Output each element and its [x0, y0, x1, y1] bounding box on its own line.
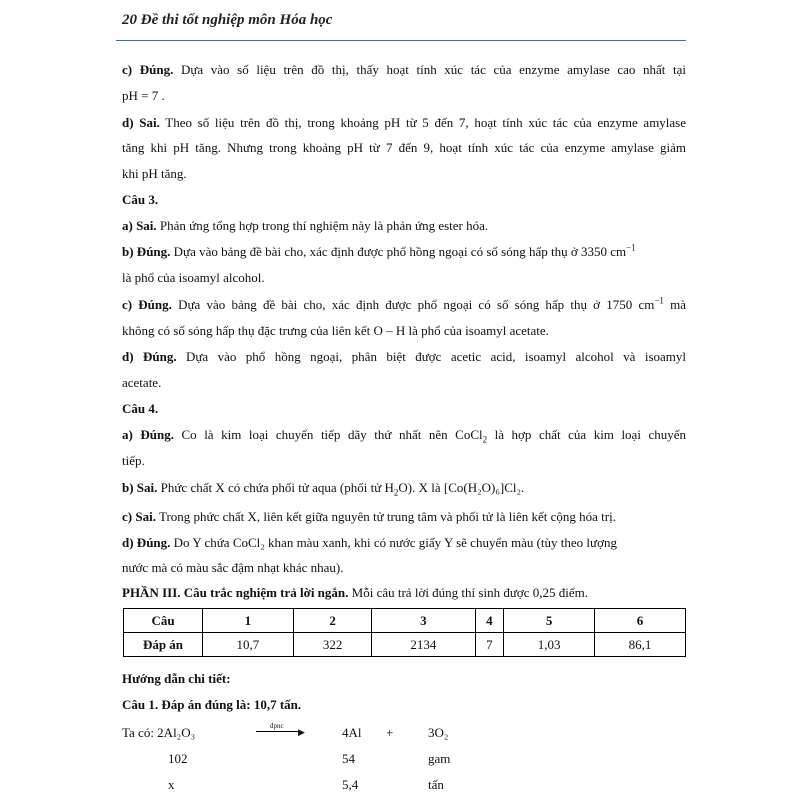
stoich-value: x	[168, 777, 175, 792]
table-cell: 10,7	[203, 633, 294, 657]
section-heading: Câu 1. Đáp án đúng là: 10,7 tấn.	[122, 697, 302, 712]
table-cell: 1	[203, 609, 294, 633]
table-cell: 1,03	[504, 633, 595, 657]
header-rule	[116, 40, 686, 41]
text-line: c) Sai. Trong phức chất X, liên kết giữa nguyên tử trung tâm và phối tử là liên kết cộng hóa trị.	[122, 509, 616, 524]
section-heading: Câu 4.	[122, 401, 159, 416]
stoich-value: 102	[168, 751, 188, 766]
product-al: 4Al	[342, 725, 362, 740]
unit-label: tấn	[428, 777, 444, 792]
table-cell: 7	[475, 633, 504, 657]
text-line: khi pH tăng.	[122, 166, 187, 181]
stoich-value: 5,4	[342, 777, 359, 792]
text-line: c) Đúng. Dựa vào bảng đề bài cho, xác định được phổ ngoại có số sóng hấp thụ ở 1750 $cm^{-1}$ mà	[122, 295, 687, 312]
table-cell: 3	[372, 609, 475, 633]
table-cell: 2	[293, 609, 371, 633]
text-line: pH = 7 .	[122, 88, 165, 103]
table-cell: 2134	[372, 633, 475, 657]
unit-label: gam	[428, 751, 451, 766]
text-line: PHẦN III. Câu trắc nghiệm trả lời ngắn. Mỗi câu trả lời đúng thí sinh được 0,25 điểm.	[122, 585, 589, 600]
text-line: tiếp.	[122, 453, 145, 468]
table-cell: 86,1	[595, 633, 686, 657]
table-cell: 6	[595, 609, 686, 633]
arrow-condition: đpnc	[270, 722, 284, 730]
text-line: b) Sai. Phức chất X có chứa phối tử aqua (phối tử $H_2O$). X là [Co(H₂O)₆]Cl₂.	[122, 480, 525, 498]
text-line: c) Đúng. Dựa vào số liệu trên đồ thị, thấy hoạt tính xúc tác của enzyme amylase cao nhất tại	[122, 62, 687, 77]
answer-table	[123, 608, 686, 657]
text-line: d) Đúng. Do Y chứa CoCl₂ khan màu xanh, khi có nước giấy Y sẽ chuyển màu (tùy theo lượng	[122, 535, 617, 550]
text-line: acetate.	[122, 375, 162, 390]
table-cell: Câu	[124, 609, 203, 633]
section-heading: Câu 3.	[122, 192, 159, 207]
text-line: không có số sóng hấp thụ đặc trưng của liên kết O – H là phổ của isoamyl acetate.	[122, 323, 549, 338]
product-o2: 3O₂	[428, 725, 449, 740]
text-line: d) Sai. Theo số liệu trên đồ thị, trong khoảng pH từ 5 đến 7, hoạt tính xúc tác của enzyme amylase	[122, 115, 687, 130]
text-line: d) Đúng. Dựa vào phổ hồng ngoại, phân biệt được acetic acid, isoamyl alcohol và isoamyl	[122, 349, 686, 364]
table-row	[124, 633, 686, 657]
table-cell: 5	[504, 609, 595, 633]
text-line: là phổ của isoamyl alcohol.	[122, 270, 265, 285]
stoich-value: 54	[342, 751, 355, 766]
text-line: tăng khi pH tăng. Nhưng trong khoảng pH từ 7 đến 9, hoạt tính xúc tác của enzyme amylase giảm	[122, 140, 686, 155]
running-header: 20 Đề thi tốt nghiệp môn Hóa học	[122, 12, 333, 28]
reaction-arrow: đpnc ▶	[256, 722, 304, 736]
table-cell: Đáp án	[124, 633, 203, 657]
table-header-row	[124, 609, 686, 633]
equation-lhs: Ta có: 2Al₂O₃	[122, 725, 196, 740]
text-line: nước mà có màu sắc đậm nhạt khác nhau).	[122, 560, 344, 575]
table-cell: 4	[475, 609, 504, 633]
text-line: b) Đúng. Dựa vào bảng đề bài cho, xác định được phổ hồng ngoại có số sóng hấp thụ ở 3350 $cm^{-1}$	[122, 242, 636, 259]
text-line: a) Đúng. Co là kim loại chuyển tiếp dãy thứ nhất nên CoCl$_2$ là hợp chất của kim loại chuyển	[122, 427, 687, 445]
plus-sign: +	[386, 725, 394, 740]
section-heading: Hướng dẫn chi tiết:	[122, 671, 231, 686]
table-cell: 322	[293, 633, 371, 657]
text-line: a) Sai. Phản ứng tổng hợp trong thí nghiệm này là phản ứng ester hóa.	[122, 218, 489, 233]
